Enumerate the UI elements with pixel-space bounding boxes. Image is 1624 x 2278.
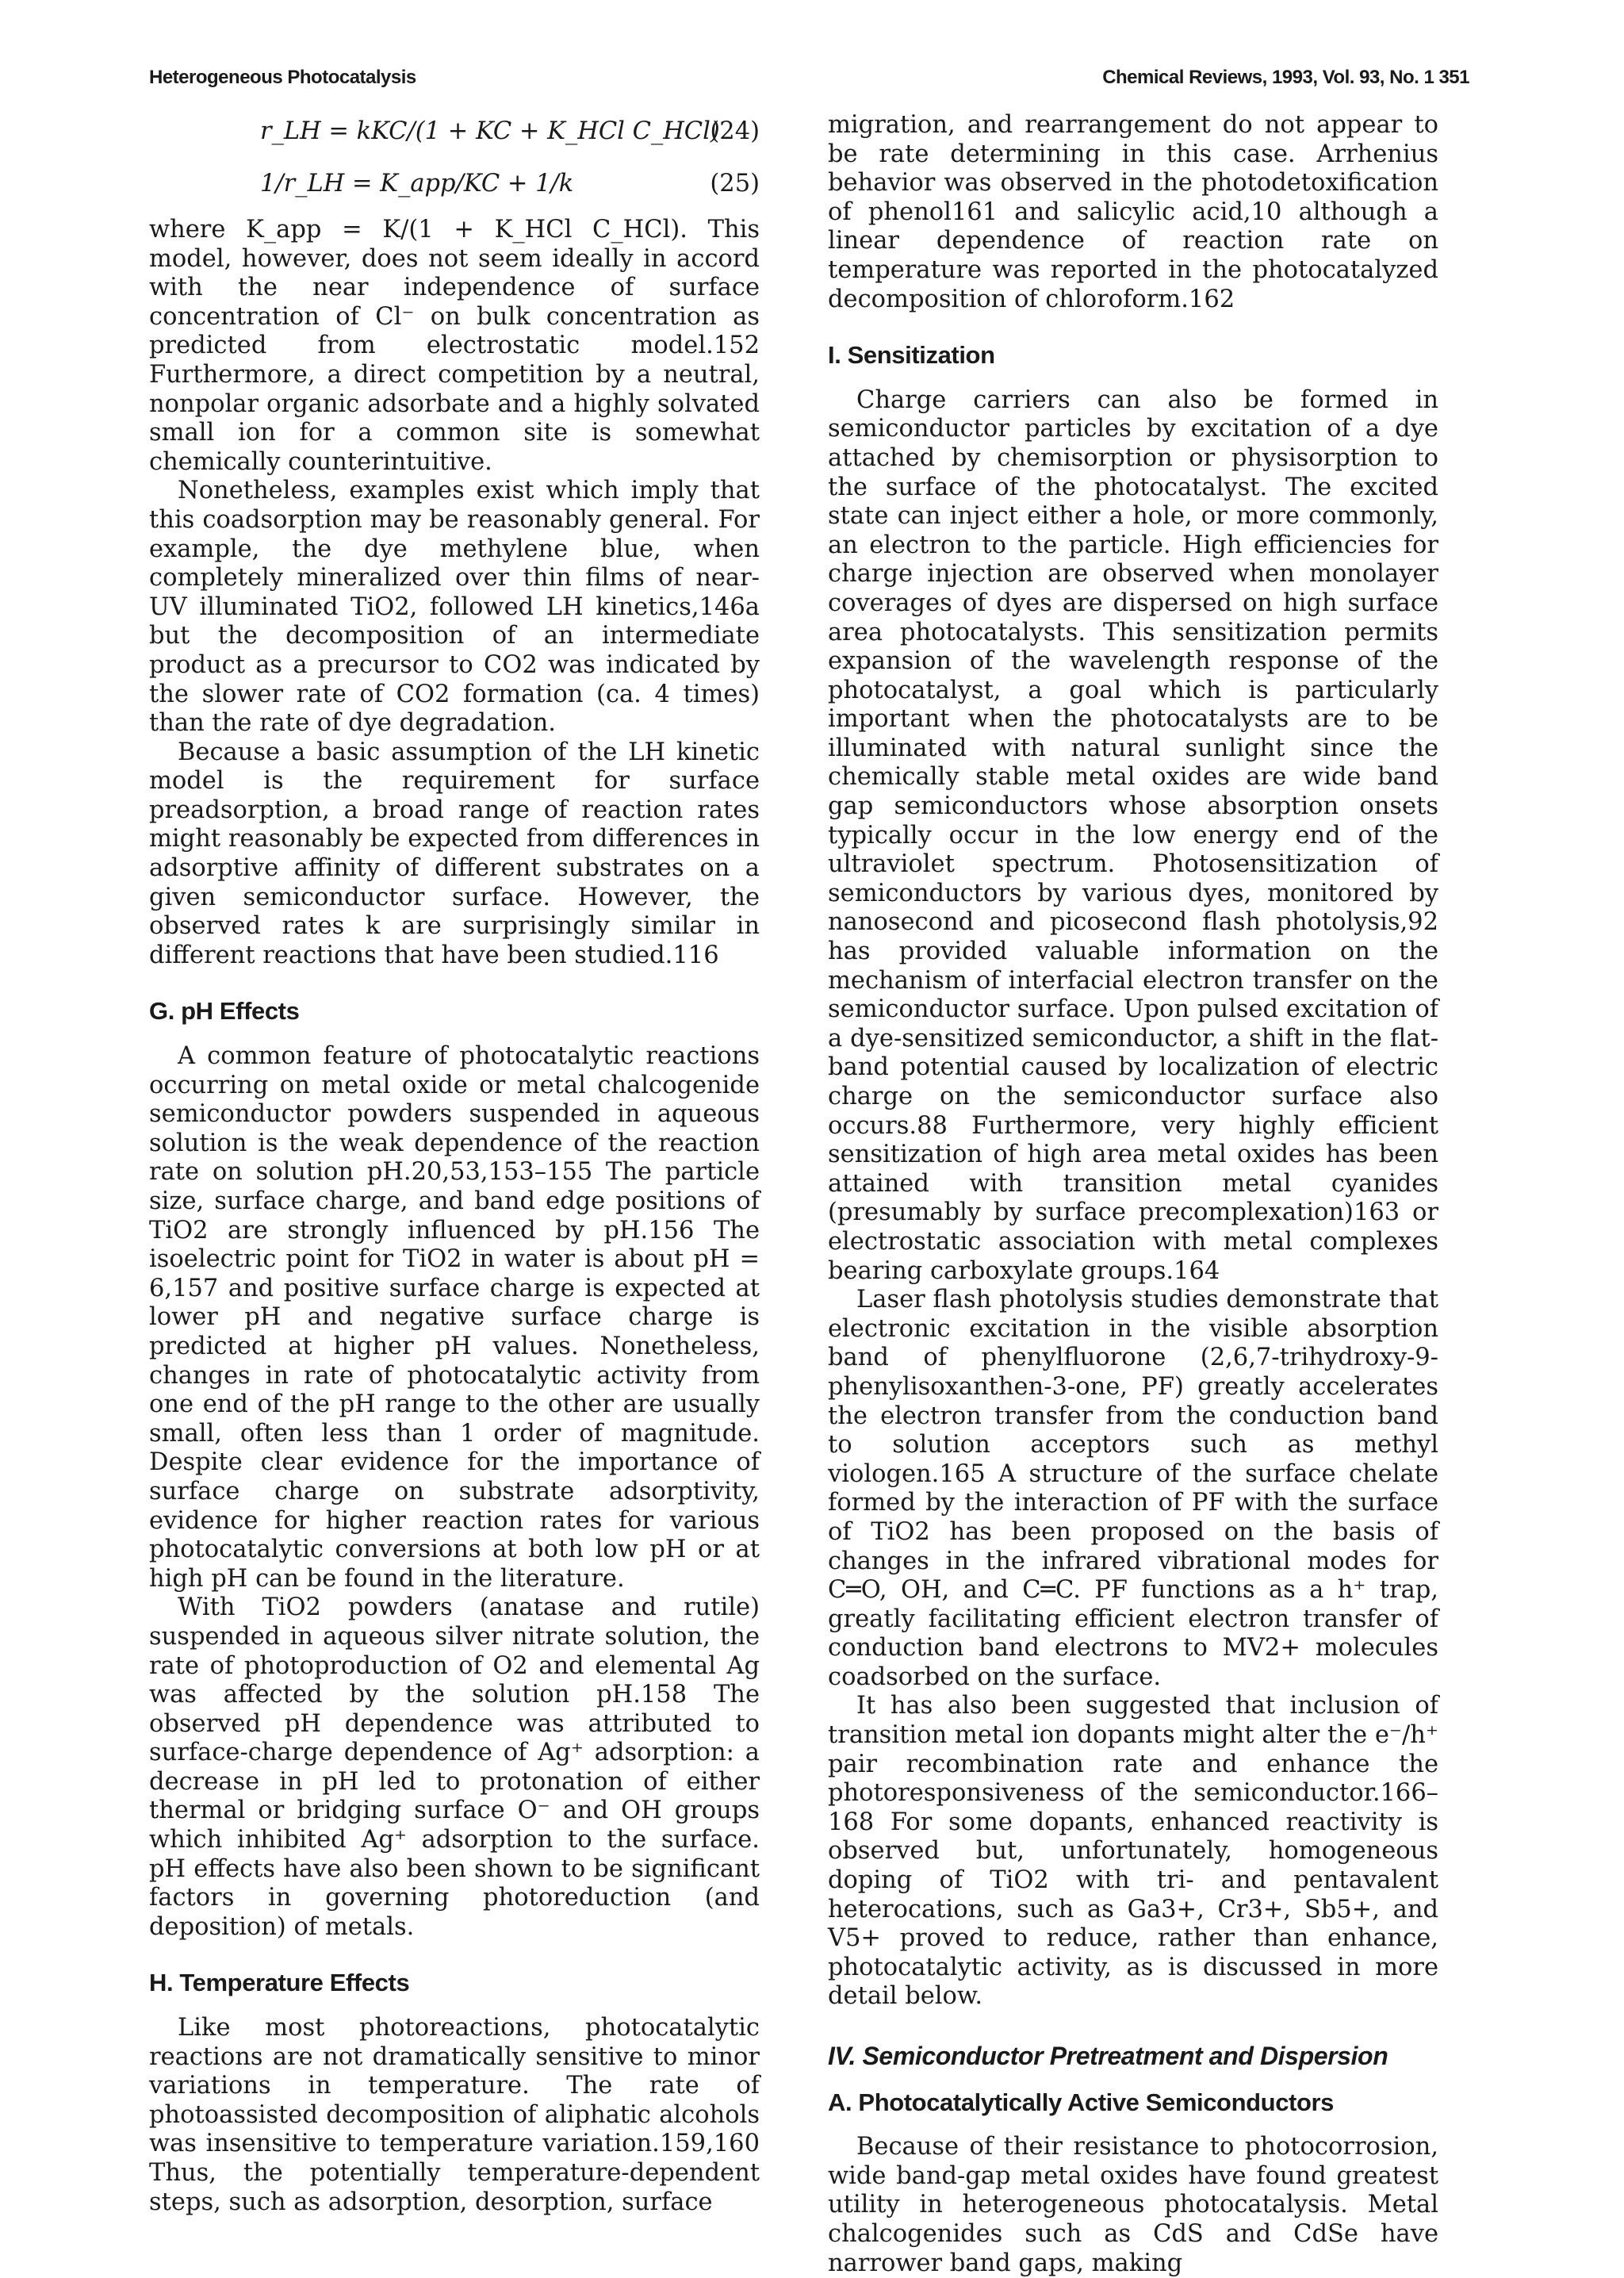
right-column (828, 111, 1438, 2278)
equation-expression: 1/r_LH = K_app/KC + 1/k (260, 170, 574, 198)
running-header-citation: Chemical Reviews, 1993, Vol. 93, No. 1 351 (1102, 67, 1469, 88)
equation-24 (149, 111, 760, 163)
paragraph: Because of their resistance to photocorrosion, wide band-gap metal oxides have found greatest utility in heterogeneous photocatalysis. Metal chalcogenides such as CdS and CdSe have narrower band gaps, making (828, 2133, 1438, 2277)
section-heading-ph-effects: G. pH Effects (149, 997, 300, 1026)
equation-number: (24) (710, 117, 760, 145)
paragraph: Charge carriers can also be formed in semiconductor particles by excitation of a dye attached by chemisorption or physisorption to the surface of the photocatalyst. The excited state can inject either a hole, or more commonly, an electron to the particle. High efficiencies for charge injection are observed when monolayer coverages of dyes are dispersed on high surface area photocatalysts. This sensitization permits expansion of the wavelength response of the photocatalyst, a goal which is particularly important when the photocatalysts are to be illuminated with natural sunlight since the chemically stable metal oxides are wide band gap semiconductors whose absorption onsets typically occur in the low energy end of the ultraviolet spectrum. Photosensitization of semiconductors by various dyes, monitored by nanosecond and picosecond flash photolysis,92 has provided valuable information on the mechanism of interfacial electron transfer on the semiconductor surface. Upon pulsed excitation of a dye-sensitized semiconductor, a shift in the flat-band potential caused by localization of electric charge on the semiconductor surface also occurs.88 Furthermore, very highly efficient sensitization of high area metal oxides has been attained with transition metal cyanides (presumably by surface precomplexation)163 or electrostatic association with metal complexes bearing carboxylate groups.164 (828, 385, 1438, 1285)
paragraph: Like most photoreactions, photocatalytic reactions are not dramatically sensitive to minor variations in temperature. The rate of photoassisted decomposition of aliphatic alcohols was insensitive to temperature variation.159,160 Thus, the potentially temperature-dependent steps, such as adsorption, desorption, surface (149, 2014, 760, 2216)
paragraph: It has also been suggested that inclusion of transition metal ion dopants might alter the e⁻/h⁺ pair recombination rate and enhance the photoresponsiveness of the semiconductor.166–168 For some dopants, enhanced reactivity is observed but, unfortunately, homogeneous doping of TiO2 with tri- and pentavalent heterocations, such as Ga3+, Cr3+, Sb5+, and V5+ proved to reduce, rather than enhance, photocatalytic activity, as is discussed in more detail below. (828, 1692, 1438, 2011)
equation-expression: r_LH = kKC/(1 + KC + K_HCl C_HCl) (260, 117, 720, 145)
section-heading-sensitization: I. Sensitization (828, 341, 995, 370)
equation-25 (149, 163, 760, 216)
paragraph: With TiO2 powders (anatase and rutile) suspended in aqueous silver nitrate solution, the rate of photoproduction of O2 and elemental Ag was affected by the solution pH.158 The observed pH dependence was attributed to surface-charge dependence of Ag⁺ adsorption: a decrease in pH led to protonation of either thermal or bridging surface O⁻ and OH groups which inhibited Ag⁺ adsorption to the surface. pH effects have also been shown to be significant factors in governing photoreduction (and deposition) of metals. (149, 1593, 760, 1941)
paragraph: Nonetheless, examples exist which imply that this coadsorption may be reasonably general. For example, the dye methylene blue, when completely mineralized over thin films of near-UV illuminated TiO2, followed LH kinetics,146a but the decomposition of an intermediate product as a precursor to CO2 was indicated by the slower rate of CO2 formation (ca. 4 times) than the rate of dye degradation. (149, 477, 760, 738)
paragraph: Laser flash photolysis studies demonstrate that electronic excitation in the visible absorption band of phenylfluorone (2,6,7-trihydroxy-9-phenylisoxanthen-3-one, PF) greatly accelerates the electron transfer from the conduction band to solution acceptors such as methyl viologen.165 A structure of the surface chelate formed by the interaction of PF with the surface of TiO2 has been proposed on the basis of changes in the infrared vibrational modes for C═O, OH, and C═C. PF functions as a h⁺ trap, greatly facilitating efficient electron transfer of conduction band electrons to MV2+ molecules coadsorbed on the surface. (828, 1286, 1438, 1691)
paragraph: A common feature of photocatalytic reactions occurring on metal oxide or metal chalcogenide semiconductor powders suspended in aqueous solution is the weak dependence of the reaction rate on solution pH.20,53,153–155 The particle size, surface charge, and band edge positions of TiO2 are strongly influenced by pH.156 The isoelectric point for TiO2 in water is about pH = 6,157 and positive surface charge is expected at lower pH and negative surface charge is predicted at higher pH values. Nonetheless, changes in rate of photocatalytic activity from one end of the pH range to the other are usually small, often less than 1 order of magnitude. Despite clear evidence for the importance of surface charge on substrate adsorptivity, evidence for higher reaction rates for various photocatalytic conversions at both low pH or at high pH can be found in the literature. (149, 1042, 760, 1593)
paragraph: migration, and rearrangement do not appear to be rate determining in this case. Arrhenius behavior was observed in the photodetoxification of phenol161 and salicylic acid,10 although a linear dependence of reaction rate on temperature was reported in the photocatalyzed decomposition of chloroform.162 (828, 111, 1438, 313)
left-column (149, 111, 760, 2217)
section-heading-temperature-effects: H. Temperature Effects (149, 1969, 410, 1997)
section-heading-active-semiconductors: A. Photocatalytically Active Semiconductors (828, 2088, 1335, 2116)
paragraph: Because a basic assumption of the LH kinetic model is the requirement for surface preadsorption, a broad range of reaction rates might reasonably be expected from differences in adsorptive affinity of different substrates on a given semiconductor surface. However, the observed rates k are surprisingly similar in different reactions that have been studied.116 (149, 738, 760, 969)
chapter-heading-pretreatment: IV. Semiconductor Pretreatment and Dispersion (828, 2042, 1388, 2070)
running-header-title: Heterogeneous Photocatalysis (149, 67, 416, 88)
paragraph: where K_app = K/(1 + K_HCl C_HCl). This model, however, does not seem ideally in accord with the near independence of surface concentration of Cl⁻ on bulk concentration as predicted from electrostatic model.152 Furthermore, a direct competition by a neutral, nonpolar organic adsorbate and a highly solvated small ion for a common site is somewhat chemically counterintuitive. (149, 216, 760, 476)
equation-number: (25) (710, 170, 760, 198)
